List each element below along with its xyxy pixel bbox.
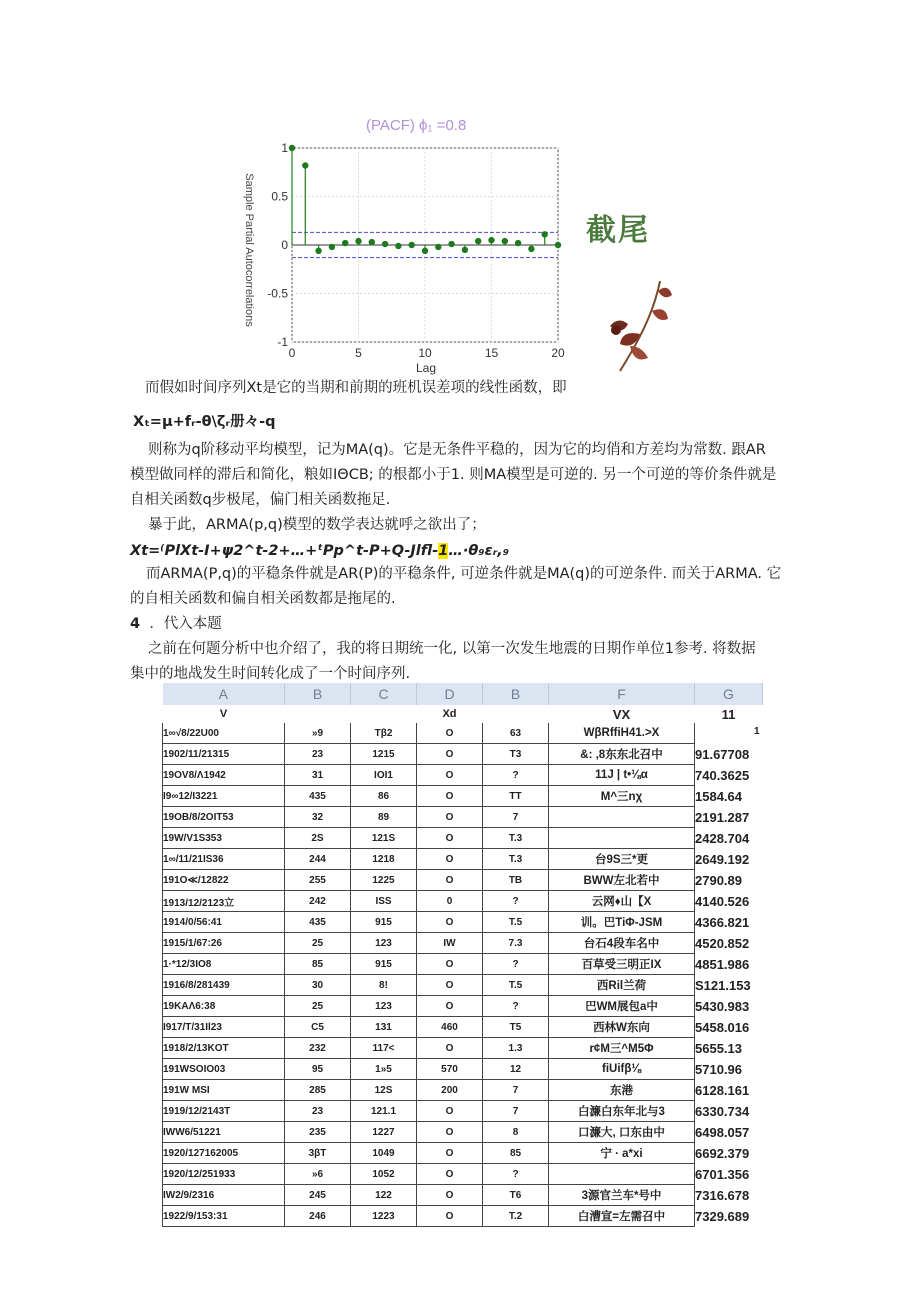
highlighted-term: 1 [438,543,449,559]
column-letter[interactable]: B [285,683,351,705]
table-cell[interactable]: 19W/V1S353 [163,828,285,849]
table-cell[interactable]: S121.153 [695,977,751,993]
table-cell[interactable]: 235 [285,1122,351,1143]
table-cell[interactable]: r¢M三^M5Φ [549,1038,695,1059]
table-cell[interactable]: WβRffiH41.>X [549,723,695,744]
table-cell[interactable]: 6701.356 [695,1166,750,1182]
table-row [163,996,763,1017]
table-cell[interactable]: 89 [351,807,417,828]
table-cell[interactable]: O [417,912,483,933]
table-cell[interactable]: O [417,807,483,828]
table-cell[interactable]: 123 [351,996,417,1017]
table-cell[interactable]: IW [417,933,483,954]
table-cell[interactable]: C5 [285,1017,351,1038]
table-cell[interactable]: 4366.821 [695,914,750,930]
table-row [163,1080,763,1101]
table-cell[interactable]: 200 [417,1080,483,1101]
table-cell[interactable]: &: ,8东东北召中 [549,744,695,765]
table-cell[interactable]: 570 [417,1059,483,1080]
column-letter[interactable]: B [483,683,549,705]
pacf-point [475,238,481,244]
sub-header-cell: Xd [442,708,457,720]
table-cell[interactable]: 1914/0/56:41 [163,912,285,933]
table-cell[interactable]: 245 [285,1185,351,1206]
pacf-point [302,162,308,168]
table-cell[interactable]: T5 [483,1017,549,1038]
x-tick-label: 5 [355,346,362,360]
sub-header-row [163,705,763,723]
table-cell[interactable]: 122 [351,1185,417,1206]
table-cell[interactable]: 7316.678 [695,1187,750,1203]
chart-title: (PACF) ϕ₁ =0.8 [366,117,467,134]
table-cell[interactable]: 0 [417,891,483,912]
table-cell[interactable]: ? [483,996,549,1017]
table-cell[interactable]: 2191.287 [695,809,750,825]
table-cell[interactable] [549,807,695,828]
table-cell[interactable]: T3 [483,744,549,765]
table-cell[interactable]: O [417,975,483,996]
y-tick-label: 1 [281,141,288,155]
table-cell[interactable]: 4851.986 [695,956,750,972]
table-cell[interactable]: »9 [285,723,351,744]
table-cell[interactable]: 85 [483,1143,549,1164]
pacf-point [395,243,401,249]
table-cell[interactable]: 1913/12/2123立 [163,891,285,912]
paragraph-3-line-1: 则称为q阶移动平均模型，记为MA(q)。它是无条件平稳的，因为它的均俏和方差均为常数. 跟AR [148,442,766,458]
table-cell[interactable]: 4520.852 [695,935,750,951]
table-cell[interactable]: 宁 · a*xi [549,1143,695,1164]
column-letter[interactable]: C [351,683,417,705]
pacf-point [528,246,534,252]
table-row [163,744,763,765]
y-tick-label: -0.5 [267,286,288,301]
table-cell[interactable] [549,1164,695,1185]
x-tick-label: 10 [418,346,432,360]
table-cell[interactable]: 白濂白东年北与3 [549,1101,695,1122]
paragraph-7-line-1: 之前在何题分析中也介绍了，我的将日期统一化, 以第一次发生地震的日期作单位1参考. 将数据 [148,641,756,657]
pacf-point [409,242,415,248]
table-cell[interactable]: 口濂大, 口东由中 [549,1122,695,1143]
table-cell[interactable]: 915 [351,954,417,975]
table-cell[interactable]: 1∞/11/21IS36 [163,849,285,870]
column-letter-row [163,683,763,705]
table-cell[interactable]: 435 [285,912,351,933]
table-cell[interactable]: O [417,765,483,786]
table-cell[interactable]: 1052 [351,1164,417,1185]
table-cell[interactable]: TB [483,870,549,891]
table-cell[interactable]: 1584.64 [695,788,742,804]
table-cell[interactable]: 8 [483,1122,549,1143]
column-letter[interactable]: A [163,683,285,705]
section-heading [130,613,222,635]
sub-header-cell: VX [612,706,631,722]
table-cell[interactable]: 百草受三明正IX [549,954,695,975]
table-cell[interactable]: 30 [285,975,351,996]
table-cell[interactable]: 23 [285,744,351,765]
x-tick-label: 20 [551,346,565,360]
table-cell[interactable]: 435 [285,786,351,807]
table-cell[interactable]: O [417,1101,483,1122]
table-cell[interactable]: 1915/1/67:26 [163,933,285,954]
table-cell[interactable]: ? [483,891,549,912]
table-cell[interactable]: 8! [351,975,417,996]
table-cell[interactable]: 255 [285,870,351,891]
pacf-point [502,238,508,244]
table-cell[interactable]: 东港 [549,1080,695,1101]
table-cell[interactable] [695,723,763,744]
table-cell[interactable]: O [417,828,483,849]
corner-note: 1 [754,726,760,737]
pacf-point [289,145,295,151]
table-row [163,870,763,891]
table-cell[interactable]: T.5 [483,912,549,933]
table-cell[interactable]: 台9S三*更 [549,849,695,870]
pacf-point [315,248,321,254]
table-cell[interactable]: fiUifβ⅛ [549,1059,695,1080]
sub-header-cell [285,705,351,723]
sub-header-cell [483,705,549,723]
table-row [163,849,763,870]
table-cell[interactable]: 5710.96 [695,1061,742,1077]
pacf-point [382,241,388,247]
table-cell[interactable]: 6128.161 [695,1082,750,1098]
table-cell[interactable]: 6692.379 [695,1145,750,1161]
table-cell[interactable]: 台石4段车名中 [549,933,695,954]
y-tick-label: 0 [281,238,288,252]
table-cell[interactable]: 2S [285,828,351,849]
table-cell[interactable]: O [417,744,483,765]
x-axis-label: Lag [415,361,437,375]
table-cell[interactable]: 191W MSI [163,1080,285,1101]
y-tick-label: -1 [277,335,288,349]
table-cell[interactable]: 1218 [351,849,417,870]
table-row [163,1206,763,1227]
table-cell[interactable]: O [417,723,483,744]
table-cell[interactable]: 19OV8/Λ1942 [163,765,285,786]
table-cell[interactable]: 1223 [351,1206,417,1227]
pacf-point [555,242,561,248]
table-row [163,1059,763,1080]
paragraph-6-line-2: 的自相关函数和偏自相关函数都是拖尾的. [130,591,396,607]
table-cell[interactable]: 训。巴TiΦ-JSM [549,912,695,933]
table-cell[interactable]: 1920/12/251933 [163,1164,285,1185]
table-cell[interactable]: O [417,1206,483,1227]
table-row [163,1101,763,1122]
table-cell[interactable]: ? [483,765,549,786]
sub-header-cell [351,705,417,723]
table-cell[interactable]: T.2 [483,1206,549,1227]
table-row [163,1164,763,1185]
paragraph-3-line-2: 模型做同样的滞后和简化，粮如IΘCB; 的根都小于1. 则MA模型是可逆的. 另一个可逆的等价条件就是 [130,467,777,483]
table-cell[interactable]: 7 [483,1101,549,1122]
table-cell[interactable]: 63 [483,723,549,744]
table-cell[interactable]: 242 [285,891,351,912]
pacf-point [462,247,468,253]
x-tick-label: 0 [288,346,296,360]
table-cell[interactable]: 1920/127162005 [163,1143,285,1164]
table-cell[interactable]: 1922/9/153:31 [163,1206,285,1227]
table-row [163,954,763,975]
table-cell[interactable]: 23 [285,1101,351,1122]
arma-formula [130,540,509,562]
table-cell[interactable]: 7.3 [483,933,549,954]
table-cell[interactable]: 25 [285,996,351,1017]
table-cell[interactable]: 11J | t•⅛α [549,765,695,786]
cutoff-label: 截尾 [586,213,650,248]
y-axis-label: Sample Partial Autocorrelations [243,173,255,327]
table-row [163,1122,763,1143]
table-cell[interactable]: 3源官兰车*号中 [549,1185,695,1206]
table-cell[interactable]: 85 [285,954,351,975]
table-row [163,786,763,807]
table-cell[interactable]: 915 [351,912,417,933]
arma-formula-part-1: Xt=⁽PlXt-I+ψ2^t-2+…+ᵗPp^t-P+Q-Jlfl- [130,543,439,559]
sub-header-cell: V [219,708,228,720]
sub-header-cell: 11 [721,706,736,722]
table-cell[interactable]: 5655.13 [695,1040,742,1056]
table-row [163,807,763,828]
table-cell[interactable]: O [417,996,483,1017]
pacf-point [422,248,428,254]
table-cell[interactable]: 1»5 [351,1059,417,1080]
paragraph-1: 而假如时间序列Xt是它的当期和前期的班机误差项的线性函数，即 [145,380,567,396]
table-cell[interactable]: O [417,1185,483,1206]
table-cell[interactable] [549,828,695,849]
table-cell[interactable]: ISS [351,891,417,912]
pacf-point [342,240,348,246]
table-cell[interactable]: 5458.016 [695,1019,750,1035]
x-tick-label: 15 [484,346,499,360]
pacf-point [329,244,335,250]
table-cell[interactable]: T.5 [483,975,549,996]
table-cell[interactable]: 246 [285,1206,351,1227]
table-cell[interactable]: 3βT [285,1143,351,1164]
table-cell[interactable]: 19KAΛ6:38 [163,996,285,1017]
column-letter[interactable]: F [549,683,695,705]
table-cell[interactable]: 1049 [351,1143,417,1164]
table-cell[interactable]: 1902/11/21315 [163,744,285,765]
pacf-point [515,240,521,246]
column-letter[interactable]: G [695,683,763,705]
pacf-point [435,244,441,250]
section-number: 4 [130,616,141,632]
table-cell[interactable]: IOI1 [351,765,417,786]
table-cell[interactable]: 西林W东向 [549,1017,695,1038]
table-cell[interactable]: 1227 [351,1122,417,1143]
table-cell[interactable]: 云网♦山【X [549,891,695,912]
paragraph-4: 暴于此，ARMA(p,q)模型的数学表达就呼之欲出了； [148,517,486,533]
pacf-point [488,237,494,243]
table-cell[interactable]: 1215 [351,744,417,765]
table-cell[interactable]: 121S [351,828,417,849]
table-cell[interactable]: BWW左北若中 [549,870,695,891]
table-cell[interactable]: 1·*12/3IO8 [163,954,285,975]
table-cell[interactable]: IW2/9/2316 [163,1185,285,1206]
table-cell[interactable]: IWW6/51221 [163,1122,285,1143]
table-cell[interactable]: 1919/12/2143T [163,1101,285,1122]
table-cell[interactable]: 123 [351,933,417,954]
table-row [163,912,763,933]
table-cell[interactable]: 1225 [351,870,417,891]
table-cell[interactable]: 32 [285,807,351,828]
pacf-plot [236,110,576,380]
table-cell[interactable]: 131 [351,1017,417,1038]
table-row [163,1185,763,1206]
table-row [163,1038,763,1059]
table-cell[interactable]: TT [483,786,549,807]
table-cell[interactable]: 460 [417,1017,483,1038]
table-row [163,975,763,996]
table-cell[interactable]: 95 [285,1059,351,1080]
arma-formula-part-2: …·θ₉εᵣ,₉ [448,543,510,559]
table-cell[interactable]: O [417,1038,483,1059]
table-row [163,765,763,786]
pacf-point [369,239,375,245]
table-cell[interactable]: 117< [351,1038,417,1059]
table-cell[interactable]: 285 [285,1080,351,1101]
table-cell[interactable]: 6330.734 [695,1103,750,1119]
table-cell[interactable]: I9∞12/I3221 [163,786,285,807]
flower-decoration-icon [600,276,680,376]
table-row [163,1017,763,1038]
table-cell[interactable]: 86 [351,786,417,807]
table-cell[interactable]: 121.1 [351,1101,417,1122]
table-cell[interactable]: I917/T/31Il23 [163,1017,285,1038]
table-row [163,933,763,954]
table-cell[interactable]: O [417,870,483,891]
paragraph-3-line-3: 自相关函数q步极尾，偏门相关函数拖足. [130,492,391,508]
table-cell[interactable]: ? [483,954,549,975]
table-cell[interactable]: 1916/8/281439 [163,975,285,996]
table-cell[interactable]: T.3 [483,849,549,870]
table-cell[interactable]: M^三nχ [549,786,695,807]
table-cell[interactable]: 12S [351,1080,417,1101]
table-cell[interactable]: O [417,1143,483,1164]
table-cell[interactable]: Tβ2 [351,723,417,744]
y-tick-label: 0.5 [271,189,288,204]
table-cell[interactable]: 白漕宣=左需召中 [549,1206,695,1227]
pacf-chart [236,110,576,380]
table-cell[interactable]: 2649.192 [695,851,750,867]
table-cell[interactable]: 2790.89 [695,872,742,888]
table-row [163,828,763,849]
table-cell[interactable]: 7 [483,1080,549,1101]
table-cell[interactable]: 191O≪/12822 [163,870,285,891]
table-cell[interactable]: O [417,1164,483,1185]
table-cell[interactable]: 2428.704 [695,830,750,846]
table-cell[interactable]: 232 [285,1038,351,1059]
section-title: ．代入本题 [149,616,222,632]
paragraph-7-line-2: 集中的地战发生时间转化成了一个时间序列. [130,666,411,682]
ma-formula: Xₜ=μ+fᵣ-θ\ζᵣ册々-q [133,414,276,430]
pacf-point [448,241,454,247]
table-cell[interactable]: »6 [285,1164,351,1185]
column-letter[interactable]: D [417,683,483,705]
table-row [163,723,763,744]
table-cell[interactable]: O [417,786,483,807]
table-cell[interactable]: 7329.689 [695,1208,750,1224]
table-cell[interactable]: 19OB/8/2OIT53 [163,807,285,828]
table-cell[interactable]: 西Ril兰荷 [549,975,695,996]
table-cell[interactable]: 7 [483,807,549,828]
paragraph-6-line-1: 而ARMA(P,q)的平稳条件就是AR(P)的平稳条件, 可逆条件就是MA(q)的可逆条件. 而关于ARMA. 它 [146,566,782,582]
table-cell[interactable]: 巴WM展包a中 [549,996,695,1017]
table-cell[interactable]: 25 [285,933,351,954]
table-cell[interactable]: ? [483,1164,549,1185]
table-cell[interactable]: 4140.526 [695,893,750,909]
table-cell[interactable]: O [417,954,483,975]
table-cell[interactable]: 12 [483,1059,549,1080]
table-cell[interactable]: T.3 [483,828,549,849]
table-cell[interactable]: 6498.057 [695,1124,750,1140]
table-cell[interactable]: 1∞√8/22U00 [163,723,285,744]
table-cell[interactable]: 1918/2/13KOT [163,1038,285,1059]
table-cell[interactable]: 5430.983 [695,998,750,1014]
table-cell[interactable]: O [417,1122,483,1143]
table-cell[interactable]: 244 [285,849,351,870]
table-cell[interactable]: O [417,849,483,870]
pacf-point [355,238,361,244]
table-cell[interactable]: 1.3 [483,1038,549,1059]
table-cell[interactable]: 31 [285,765,351,786]
table-cell[interactable]: T6 [483,1185,549,1206]
table-cell[interactable]: 740.3625 [695,767,750,783]
table-cell[interactable]: 191WSOIO03 [163,1059,285,1080]
pacf-point [542,231,548,237]
earthquake-data-table [162,683,763,1227]
table-row [163,891,763,912]
table-cell[interactable]: 91.67708 [695,746,750,762]
table-row [163,1143,763,1164]
